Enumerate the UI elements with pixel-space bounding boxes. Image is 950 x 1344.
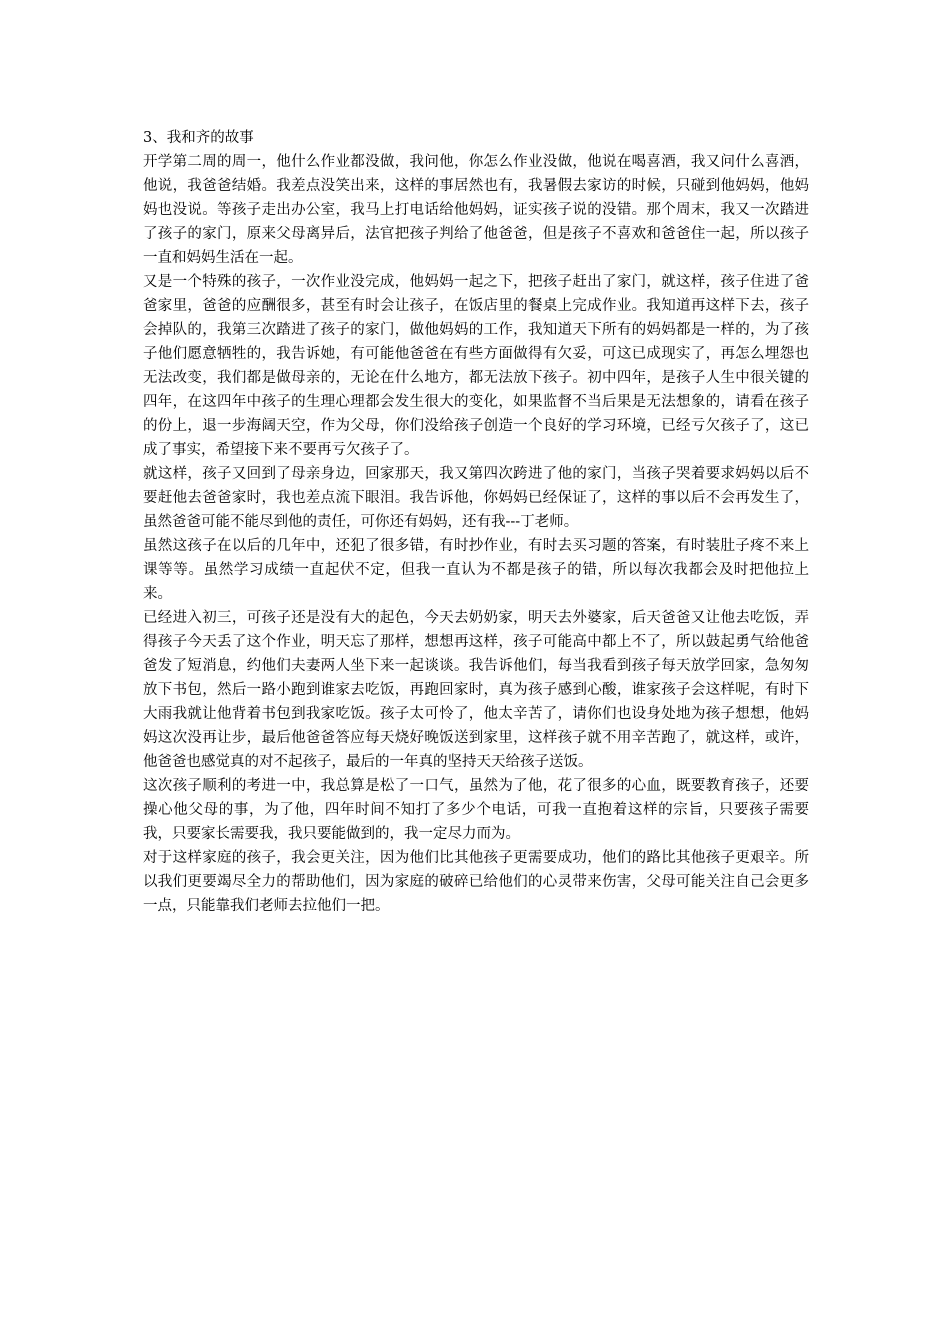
paragraph-1: 开学第二周的周一，他什么作业都没做，我问他，你怎么作业没做，他说在喝喜酒，我又问什么喜酒，他说，我爸爸结婚。我差点没笑出来，这样的事居然也有，我暑假去家访的时候，只碰到他妈妈，他妈妈也没说。等孩子走出办公室，我马上打电话给他妈妈，证实孩子说的没错。那个周末，我又一次踏进了孩子的家门，原来父母离异后，法官把孩子判给了他爸爸，但是孩子不喜欢和爸爸住一起，所以孩子一直和妈妈生活在一起。 [143, 154, 809, 266]
document-title: 3、我和齐的故事 [143, 130, 254, 146]
paragraph-3: 就这样，孩子又回到了母亲身边，回家那天，我又第四次跨进了他的家门，当孩子哭着要求妈妈以后不要赶他去爸爸家时，我也差点流下眼泪。我告诉他，你妈妈已经保证了，这样的事以后不会再发生了，虽然爸爸可能不能尽到他的责任，可你还有妈妈，还有我---丁老师。 [143, 466, 809, 530]
paragraph-2: 又是一个特殊的孩子，一次作业没完成，他妈妈一起之下，把孩子赶出了家门，就这样，孩子住进了爸爸家里，爸爸的应酬很多，甚至有时会让孩子，在饭店里的餐桌上完成作业。我知道再这样下去，孩子会掉队的，我第三次踏进了孩子的家门，做他妈妈的工作，我知道天下所有的妈妈都是一样的，为了孩子他们愿意牺牲的，我告诉她，有可能他爸爸在有些方面做得有欠妥，可这已成现实了，再怎么埋怨也无法改变，我们都是做母亲的，无论在什么地方，都无法放下孩子。初中四年，是孩子人生中很关键的四年，在这四年中孩子的生理心理都会发生很大的变化，如果监督不当后果是无法想象的，请看在孩子的份上，退一步海阔天空，作为父母，你们没给孩子创造一个良好的学习环境，已经亏欠孩子了，这已成了事实，希望接下来不要再亏欠孩子了。 [143, 274, 809, 458]
paragraph-4: 虽然这孩子在以后的几年中，还犯了很多错，有时抄作业，有时去买习题的答案，有时装肚子疼不来上课等等。虽然学习成绩一直起伏不定，但我一直认为不都是孩子的错，所以每次我都会及时把他拉上来。 [143, 538, 809, 602]
document-body [143, 126, 809, 918]
paragraph-6: 这次孩子顺利的考进一中，我总算是松了一口气，虽然为了他，花了很多的心血，既要教育孩子，还要操心他父母的事，为了他，四年时间不知打了多少个电话，可我一直抱着这样的宗旨，只要孩子需要我，只要家长需要我，我只要能做到的，我一定尽力而为。 [143, 778, 809, 842]
paragraph-5: 已经进入初三，可孩子还是没有大的起色，今天去奶奶家，明天去外婆家，后天爸爸又让他去吃饭，弄得孩子今天丢了这个作业，明天忘了那样，想想再这样，孩子可能高中都上不了，所以鼓起勇气给他爸爸发了短消息，约他们夫妻两人坐下来一起谈谈。我告诉他们，每当我看到孩子每天放学回家，急匆匆放下书包，然后一路小跑到谁家去吃饭，再跑回家时，真为孩子感到心酸，谁家孩子会这样呢，有时下大雨我就让他背着书包到我家吃饭。孩子太可怜了，他太辛苦了，请你们也设身处地为孩子想想，他妈妈这次没再让步，最后他爸爸答应每天烧好晚饭送到家里，这样孩子就不用辛苦跑了，就这样，或许，他爸爸也感觉真的对不起孩子，最后的一年真的坚持天天给孩子送饭。 [143, 610, 809, 770]
paragraph-7: 对于这样家庭的孩子，我会更关注，因为他们比其他孩子更需要成功，他们的路比其他孩子更艰辛。所以我们更要竭尽全力的帮助他们，因为家庭的破碎已给他们的心灵带来伤害，父母可能关注自己会更多一点，只能靠我们老师去拉他们一把。 [143, 850, 809, 914]
